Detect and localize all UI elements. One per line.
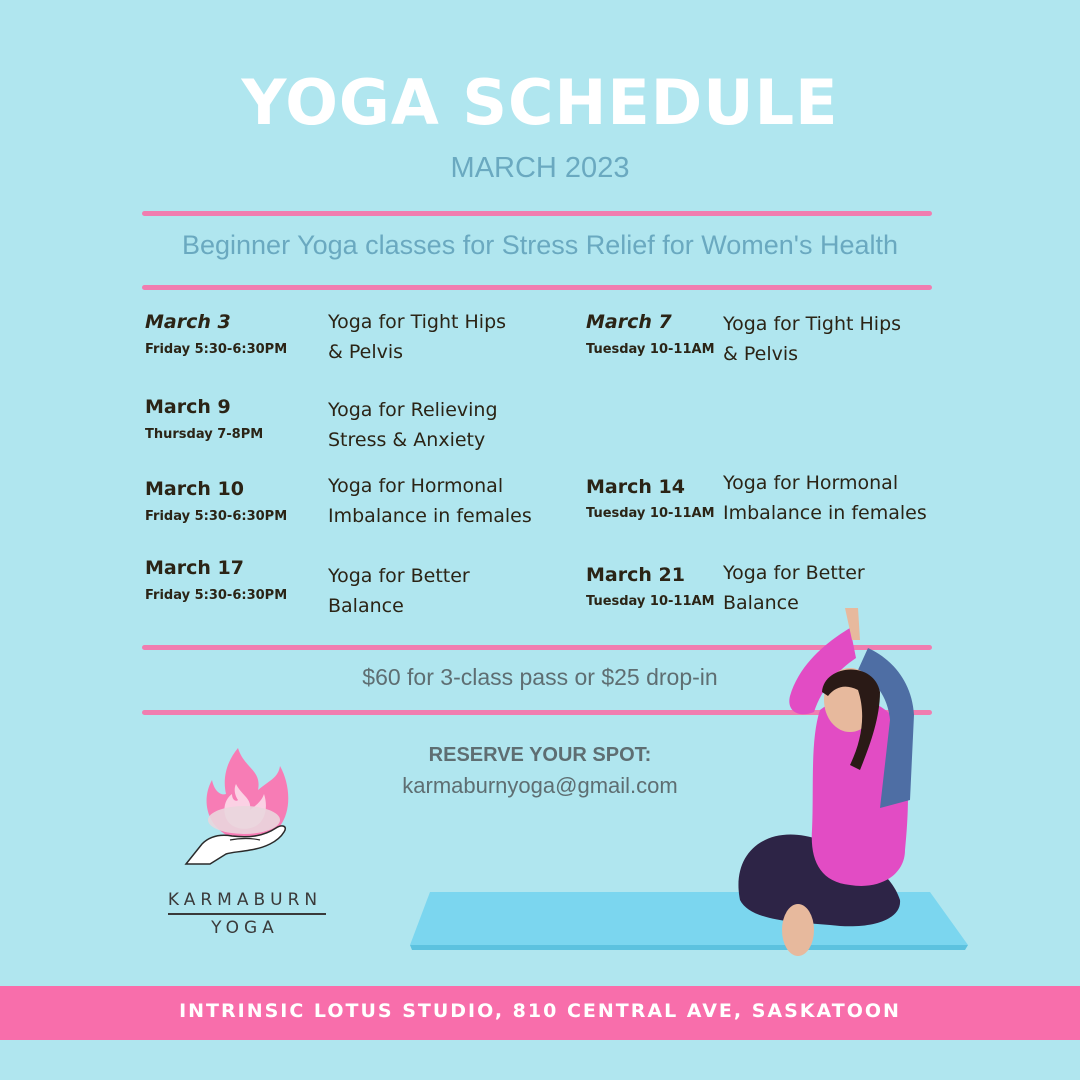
class-line: Yoga for Hormonal: [723, 472, 899, 494]
logo-text-karmaburn: KARMABURN: [167, 890, 323, 910]
pricing-text: $60 for 3-class pass or $25 drop-in: [362, 664, 718, 690]
class-line: Imbalance in females: [723, 502, 927, 524]
schedule-class: [723, 309, 953, 369]
class-line: Yoga for Hormonal: [328, 475, 504, 497]
schedule-date: March 17: [145, 557, 244, 579]
schedule-time: Tuesday 10-11AM: [586, 342, 715, 357]
class-line: Balance: [723, 592, 799, 614]
divider-schedule-top: [142, 285, 932, 290]
class-line: Stress & Anxiety: [328, 429, 486, 451]
divider-top: [142, 211, 932, 216]
reserve-label: RESERVE YOUR SPOT:: [428, 744, 652, 766]
class-line: & Pelvis: [723, 343, 799, 365]
schedule-time: Friday 5:30-6:30PM: [145, 509, 288, 524]
schedule-date: March 14: [586, 476, 685, 498]
class-line: Yoga for Tight Hips: [328, 311, 507, 333]
schedule-date: March 10: [145, 478, 244, 500]
schedule-time: Friday 5:30-6:30PM: [145, 342, 288, 357]
page-subtitle: MARCH 2023: [450, 152, 630, 184]
reserve-email-link[interactable]: karmaburnyoga@gmail.com: [402, 773, 678, 798]
class-line: Yoga for Better: [723, 562, 865, 584]
class-line: Imbalance in females: [328, 505, 532, 527]
schedule-date: March 7: [586, 311, 672, 333]
class-line: Yoga for Relieving: [328, 399, 498, 421]
schedule-time: Tuesday 10-11AM: [586, 594, 715, 609]
karmaburn-logo: [140, 740, 350, 950]
schedule-class: [723, 468, 953, 528]
class-line: & Pelvis: [328, 341, 404, 363]
class-line: Balance: [328, 595, 404, 617]
schedule-class: [328, 395, 558, 455]
schedule-time: Tuesday 10-11AM: [586, 506, 715, 521]
class-line: Yoga for Tight Hips: [723, 313, 902, 335]
logo-underline: [168, 913, 326, 915]
schedule-date: March 21: [586, 564, 685, 586]
logo-text-yoga: YOGA: [211, 918, 279, 938]
schedule-date: March 9: [145, 396, 231, 418]
schedule-class: [328, 471, 558, 531]
tagline: Beginner Yoga classes for Stress Relief for Women's Health: [181, 230, 898, 260]
schedule-class: [328, 307, 558, 367]
class-line: Yoga for Better: [328, 565, 470, 587]
schedule-time: Friday 5:30-6:30PM: [145, 588, 288, 603]
flame-in-hand-icon: [140, 740, 350, 880]
schedule-time: Thursday 7-8PM: [145, 427, 264, 442]
yoga-photo: [390, 600, 980, 970]
footer-location: INTRINSIC LOTUS STUDIO, 810 CENTRAL AVE, SASKATOON: [179, 1000, 901, 1022]
page-title: YOGA SCHEDULE: [241, 66, 839, 139]
schedule-date: March 3: [145, 311, 231, 333]
